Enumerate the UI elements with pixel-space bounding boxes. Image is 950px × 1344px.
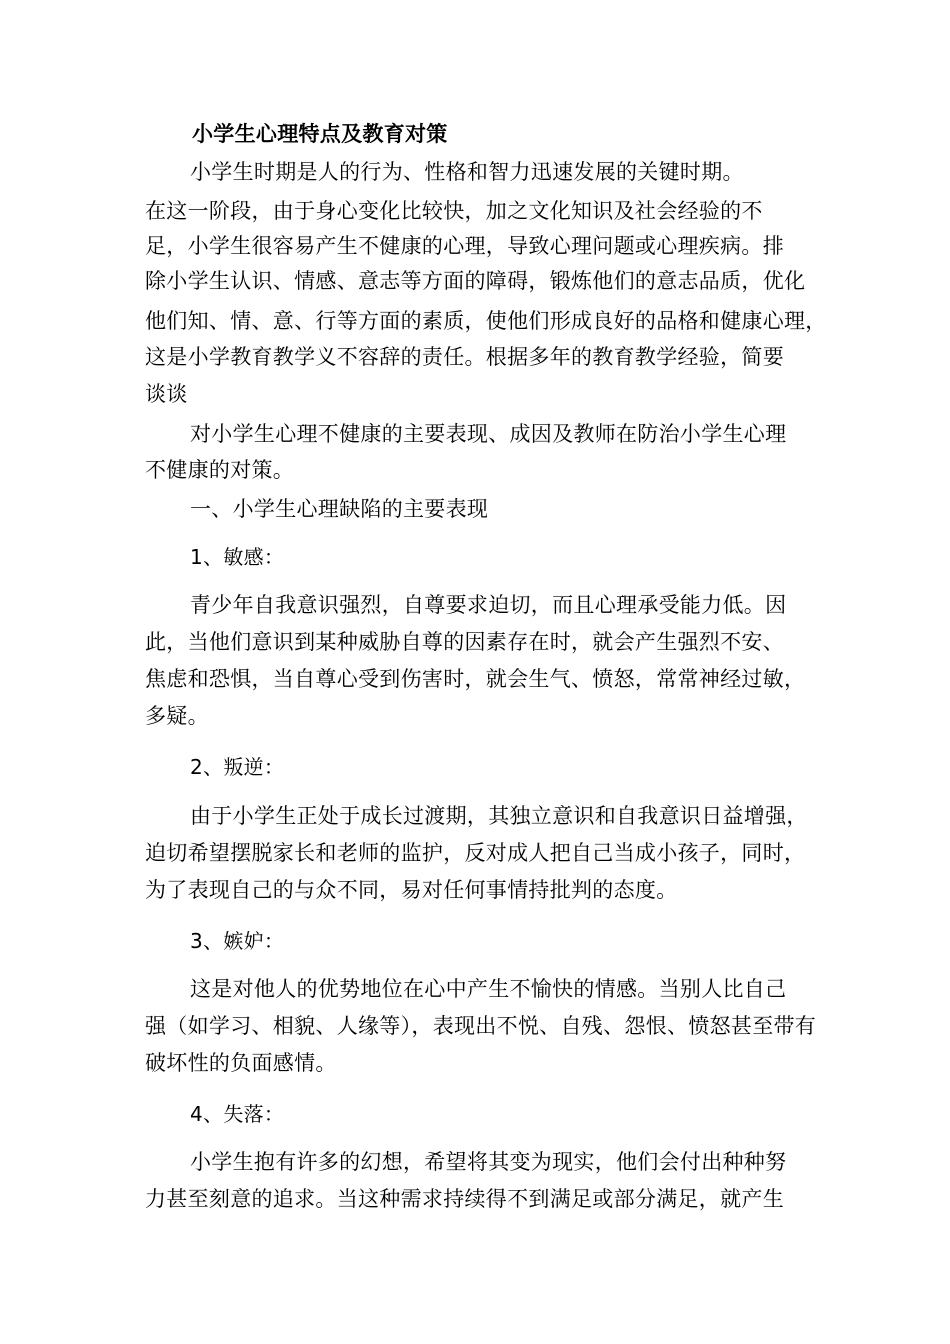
intro-line: 这是小学教育教学义不容辞的责任。根据多年的教育教学经验，简要 xyxy=(145,345,784,369)
topic-line: 对小学生心理不健康的主要表现、成因及教师在防治小学生心理 xyxy=(190,422,787,446)
item-line: 小学生抱有许多的幻想，希望将其变为现实，他们会付出种种努 xyxy=(190,1150,787,1174)
intro-line: 小学生时期是人的行为、性格和智力迅速发展的关键时期。 xyxy=(190,160,744,184)
item-heading: 1、敏感： xyxy=(190,545,285,569)
topic-line: 不健康的对策。 xyxy=(145,458,295,482)
intro-line: 除小学生认识、情感、意志等方面的障碍，锻炼他们的意志品质，优化 xyxy=(145,269,806,293)
document-title: 小学生心理特点及教育对策 xyxy=(192,121,448,146)
section-heading: 一、小学生心理缺陷的主要表现 xyxy=(190,497,489,521)
item-line: 这是对他人的优势地位在心中产生不愉快的情感。当别人比自己 xyxy=(190,977,787,1001)
intro-line: 足，小学生很容易产生不健康的心理，导致心理问题或心理疾病。排 xyxy=(145,234,784,258)
item-line: 为了表现自己的与众不同，易对任何事情持批判的态度。 xyxy=(145,878,678,902)
item-line: 强（如学习、相貌、人缘等），表现出不悦、自残、怨恨、愤怒甚至带有 xyxy=(145,1014,817,1038)
item-heading: 4、失落： xyxy=(190,1102,285,1126)
item-line: 由于小学生正处于成长过渡期，其独立意识和自我意识日益增强， xyxy=(190,804,808,828)
item-line: 多疑。 xyxy=(145,704,209,728)
item-line: 焦虑和恐惧，当自尊心受到伤害时，就会生气、愤怒，常常神经过敏， xyxy=(145,667,806,691)
intro-line: 在这一阶段，由于身心变化比较快，加之文化知识及社会经验的不 xyxy=(145,199,763,223)
item-line: 青少年自我意识强烈，自尊要求迫切，而且心理承受能力低。因 xyxy=(190,593,787,617)
item-heading: 3、嫉妒： xyxy=(190,929,285,953)
intro-line: 他们知、情、意、行等方面的素质，使他们形成良好的品格和健康心理， xyxy=(145,309,827,333)
item-line: 此，当他们意识到某种威胁自尊的因素存在时，就会产生强烈不安、 xyxy=(145,630,784,654)
item-line: 破坏性的负面感情。 xyxy=(145,1051,337,1075)
item-line: 力甚至刻意的追求。当这种需求持续得不到满足或部分满足，就产生 xyxy=(145,1187,784,1211)
item-line: 迫切希望摆脱家长和老师的监护，反对成人把自己当成小孩子，同时， xyxy=(145,841,806,865)
item-heading: 2、叛逆： xyxy=(190,755,285,779)
intro-line: 谈谈 xyxy=(145,382,188,406)
